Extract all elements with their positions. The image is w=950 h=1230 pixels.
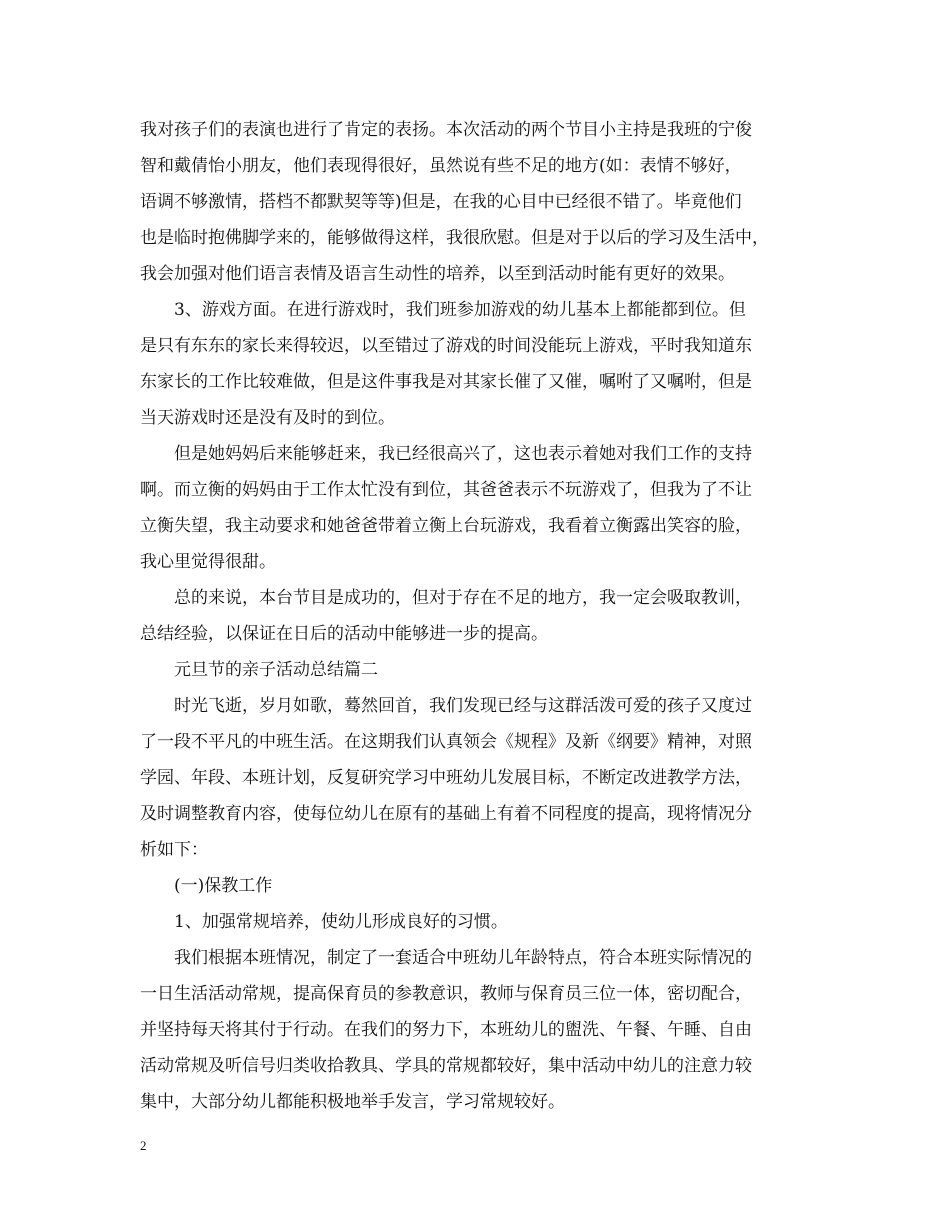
paragraph-start-line: 总的来说，本台节目是成功的，但对于存在不足的地方，我一定会吸取教训，	[174, 588, 752, 608]
text-line: 及时调整教育内容，使每位幼儿在原有的基础上有着不同程度的提高，现将情况分	[140, 804, 752, 824]
text-line: 我对孩子们的表演也进行了肯定的表扬。本次活动的两个节目小主持是我班的宁俊	[140, 120, 752, 140]
page-number: 2	[140, 1138, 147, 1153]
text-line: 我会加强对他们语言表情及语言生动性的培养，以至到活动时能有更好的效果。	[140, 264, 735, 284]
text-line: 活动常规及听信号归类收拾教具、学具的常规都较好，集中活动中幼儿的注意力较	[140, 1056, 752, 1076]
text-line: 啊。而立衡的妈妈由于工作太忙没有到位，其爸爸表示不玩游戏了，但我为了不让	[140, 480, 752, 500]
section-heading: 元旦节的亲子活动总结篇二	[174, 660, 378, 680]
text-line: 并坚持每天将其付于行动。在我们的努力下，本班幼儿的盥洗、午餐、午睡、自由	[140, 1020, 752, 1040]
text-line: 析如下：	[140, 840, 208, 860]
text-line: 东家长的工作比较难做，但是这件事我是对其家长催了又催，嘱咐了又嘱咐，但是	[140, 372, 752, 392]
paragraph-start-line: 但是她妈妈后来能够赶来，我已经很高兴了，这也表示着她对我们工作的支持	[174, 444, 752, 464]
text-line: 集中，大部分幼儿都能积极地举手发言，学习常规较好。	[140, 1092, 565, 1112]
text-line: 是只有东东的家长来得较迟，以至错过了游戏的时间没能玩上游戏，平时我知道东	[140, 336, 752, 356]
text-line: 总结经验，以保证在日后的活动中能够进一步的提高。	[140, 624, 548, 644]
paragraph-start-line: 我们根据本班情况，制定了一套适合中班幼儿年龄特点，符合本班实际情况的	[174, 948, 752, 968]
subsection-heading: (一)保教工作	[174, 876, 273, 896]
paragraph-start-line: 时光飞逝，岁月如歌，蓦然回首，我们发现已经与这群活泼可爱的孩子又度过	[174, 696, 752, 716]
text-line: 立衡失望，我主动要求和她爸爸带着立衡上台玩游戏，我看着立衡露出笑容的脸，	[140, 516, 752, 536]
text-line: 当天游戏时还是没有及时的到位。	[140, 408, 395, 428]
text-line: 我心里觉得很甜。	[140, 552, 276, 572]
text-line: 语调不够激情，搭档不都默契等等)但是，在我的心目中已经很不错了。毕竟他们	[140, 192, 742, 212]
text-line: 了一段不平凡的中班生活。在这期我们认真领会《规程》及新《纲要》精神，对照	[140, 732, 752, 752]
text-line: 一日生活活动常规，提高保育员的参教意识，教师与保育员三位一体，密切配合，	[140, 984, 752, 1004]
subsection-heading: 1、加强常规培养，使幼儿形成良好的习惯。	[174, 912, 508, 932]
text-line: 也是临时抱佛脚学来的，能够做得这样，我很欣慰。但是对于以后的学习及生活中，	[140, 228, 769, 248]
text-line: 学园、年段、本班计划，反复研究学习中班幼儿发展目标，不断定改进教学方法，	[140, 768, 752, 788]
paragraph-start-line: 3、游戏方面。在进行游戏时，我们班参加游戏的幼儿基本上都能都到位。但	[174, 300, 746, 320]
text-line: 智和戴倩怡小朋友，他们表现得很好，虽然说有些不足的地方(如：表情不够好，	[140, 156, 742, 176]
